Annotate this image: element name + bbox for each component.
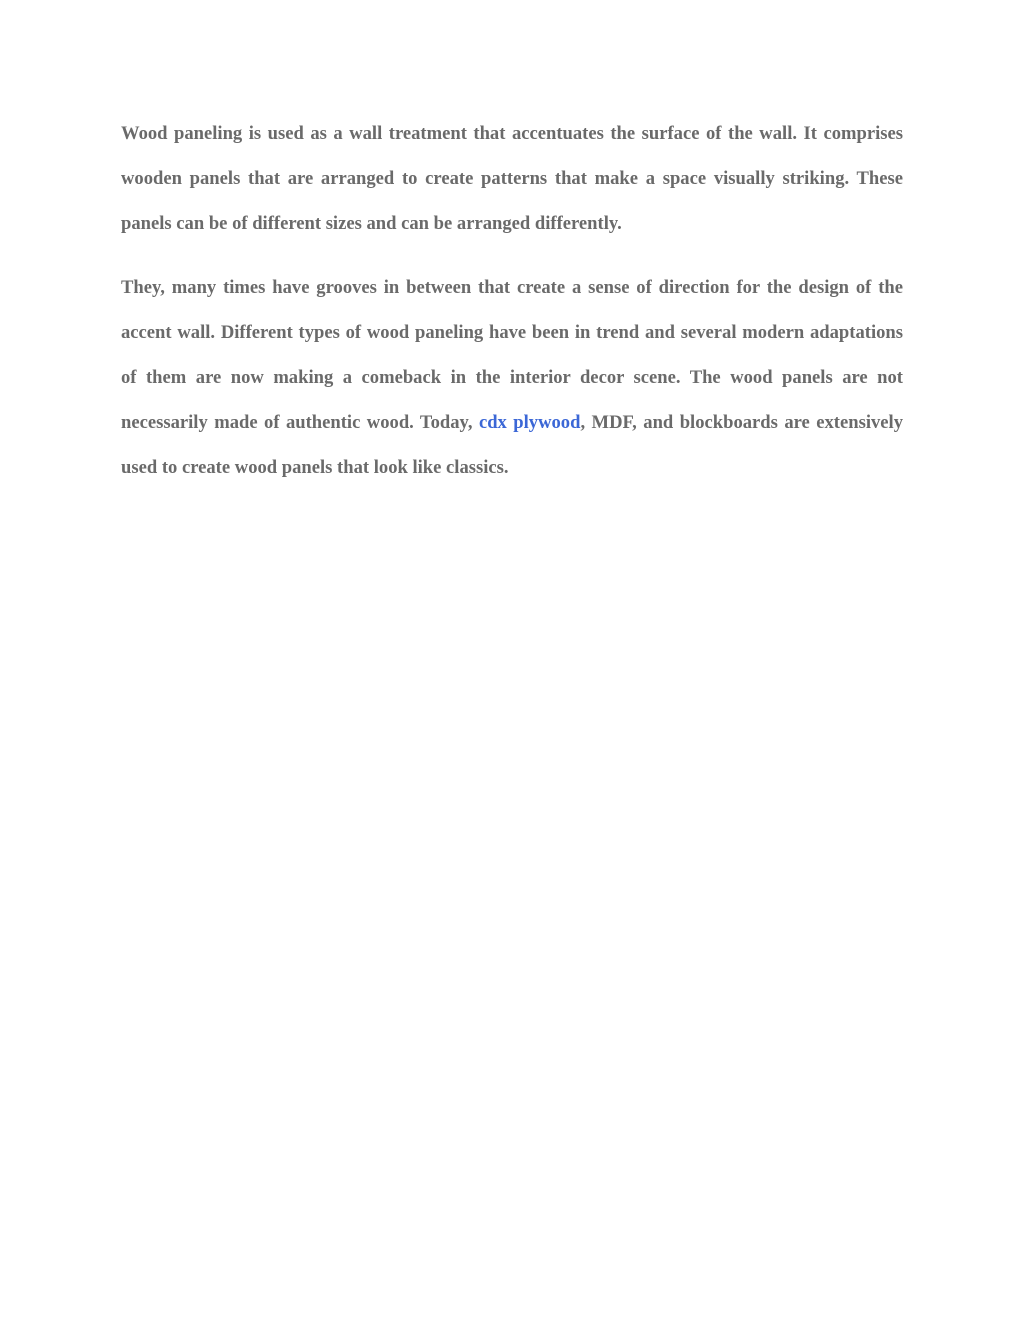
paragraph-wood-paneling-trends [121,265,903,490]
document-page [121,111,903,509]
cdx-plywood-link[interactable]: cdx plywood [478,412,581,433]
paragraph-text-after-link: , MDF, and blockboards are extensively used to create wood panels that look like classics. [121,412,903,478]
paragraph-text-before-link: They, many times have grooves in between that create a sense of direction for the design of the accent wall. Different types of wood paneling have been in trend and several modern adaptations of them are now making a comeback in the interior decor scene. The wood panels are not necessarily made of authentic wood. Today, [121,277,903,433]
paragraph-wood-paneling-intro: Wood paneling is used as a wall treatment that accentuates the surface of the wall. It comprises wooden panels that are arranged to create patterns that make a space visually striking. These panels can be of different sizes and can be arranged differently. [121,123,903,234]
